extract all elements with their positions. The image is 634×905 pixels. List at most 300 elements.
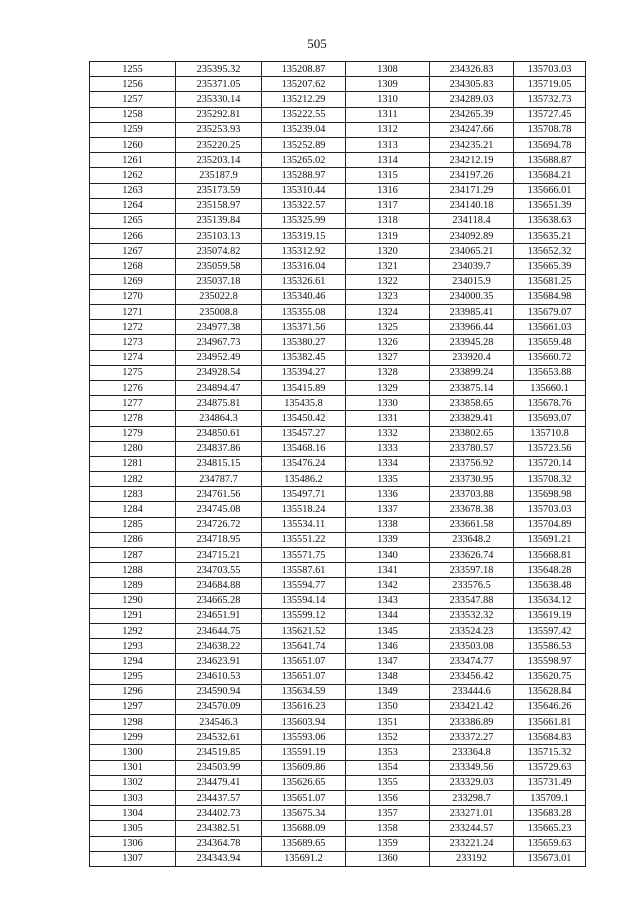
- x-coordinate-left: 234715.21: [176, 548, 262, 563]
- point-number-left: 1266: [90, 229, 176, 244]
- y-coordinate-right: 135628.84: [514, 684, 586, 699]
- y-coordinate-right: 135620.75: [514, 669, 586, 684]
- x-coordinate-left: 235203.14: [176, 153, 262, 168]
- x-coordinate-right: 233966.44: [430, 320, 514, 335]
- x-coordinate-left: 234761.56: [176, 487, 262, 502]
- x-coordinate-right: 234212.19: [430, 153, 514, 168]
- y-coordinate-left: 135288.97: [262, 168, 346, 183]
- y-coordinate-right: 135597.42: [514, 623, 586, 638]
- x-coordinate-left: 234665.28: [176, 593, 262, 608]
- point-number-right: 1320: [346, 244, 430, 259]
- y-coordinate-right: 135703.03: [514, 62, 586, 77]
- x-coordinate-left: 235037.18: [176, 274, 262, 289]
- y-coordinate-right: 135684.83: [514, 730, 586, 745]
- x-coordinate-right: 233421.42: [430, 699, 514, 714]
- point-number-right: 1357: [346, 806, 430, 821]
- point-number-right: 1340: [346, 548, 430, 563]
- x-coordinate-right: 233192: [430, 851, 514, 866]
- y-coordinate-left: 135310.44: [262, 183, 346, 198]
- y-coordinate-right: 135638.48: [514, 578, 586, 593]
- x-coordinate-right: 234235.21: [430, 137, 514, 152]
- x-coordinate-left: 234570.09: [176, 699, 262, 714]
- x-coordinate-left: 234638.22: [176, 639, 262, 654]
- y-coordinate-left: 135371.56: [262, 320, 346, 335]
- y-coordinate-right: 135693.07: [514, 411, 586, 426]
- point-number-left: 1271: [90, 305, 176, 320]
- x-coordinate-left: 235139.84: [176, 213, 262, 228]
- y-coordinate-right: 135673.01: [514, 851, 586, 866]
- x-coordinate-left: 234967.73: [176, 335, 262, 350]
- point-number-left: 1283: [90, 487, 176, 502]
- y-coordinate-left: 135207.62: [262, 77, 346, 92]
- table-row: [90, 517, 586, 532]
- y-coordinate-left: 135312.92: [262, 244, 346, 259]
- x-coordinate-left: 234651.91: [176, 608, 262, 623]
- table-row: [90, 335, 586, 350]
- y-coordinate-right: 135598.97: [514, 654, 586, 669]
- x-coordinate-right: 234171.29: [430, 183, 514, 198]
- x-coordinate-left: 234644.75: [176, 623, 262, 638]
- table-row: [90, 699, 586, 714]
- point-number-right: 1326: [346, 335, 430, 350]
- x-coordinate-right: 233626.74: [430, 548, 514, 563]
- table-row: [90, 213, 586, 228]
- table-row: [90, 92, 586, 107]
- point-number-right: 1319: [346, 229, 430, 244]
- point-number-right: 1355: [346, 775, 430, 790]
- y-coordinate-right: 135665.39: [514, 259, 586, 274]
- point-number-left: 1284: [90, 502, 176, 517]
- point-number-right: 1342: [346, 578, 430, 593]
- point-number-left: 1289: [90, 578, 176, 593]
- point-number-right: 1308: [346, 62, 430, 77]
- y-coordinate-right: 135719.05: [514, 77, 586, 92]
- y-coordinate-left: 135468.16: [262, 441, 346, 456]
- point-number-left: 1297: [90, 699, 176, 714]
- x-coordinate-right: 234000.35: [430, 289, 514, 304]
- x-coordinate-right: 234305.83: [430, 77, 514, 92]
- y-coordinate-right: 135704.89: [514, 517, 586, 532]
- x-coordinate-right: 233547.88: [430, 593, 514, 608]
- x-coordinate-left: 234864.3: [176, 411, 262, 426]
- table-row: [90, 760, 586, 775]
- y-coordinate-right: 135678.76: [514, 396, 586, 411]
- x-coordinate-left: 235292.81: [176, 107, 262, 122]
- y-coordinate-right: 135646.26: [514, 699, 586, 714]
- point-number-right: 1330: [346, 396, 430, 411]
- table-row: [90, 244, 586, 259]
- y-coordinate-left: 135634.59: [262, 684, 346, 699]
- x-coordinate-right: 233244.57: [430, 821, 514, 836]
- x-coordinate-left: 234343.94: [176, 851, 262, 866]
- table-row: [90, 153, 586, 168]
- point-number-left: 1270: [90, 289, 176, 304]
- point-number-right: 1347: [346, 654, 430, 669]
- x-coordinate-right: 233298.7: [430, 791, 514, 806]
- point-number-left: 1293: [90, 639, 176, 654]
- point-number-left: 1292: [90, 623, 176, 638]
- point-number-right: 1309: [346, 77, 430, 92]
- x-coordinate-right: 233349.56: [430, 760, 514, 775]
- y-coordinate-right: 135619.19: [514, 608, 586, 623]
- point-number-left: 1294: [90, 654, 176, 669]
- y-coordinate-right: 135661.81: [514, 715, 586, 730]
- table-row: [90, 593, 586, 608]
- point-number-left: 1295: [90, 669, 176, 684]
- x-coordinate-left: 235371.05: [176, 77, 262, 92]
- x-coordinate-right: 233576.5: [430, 578, 514, 593]
- x-coordinate-right: 233985.41: [430, 305, 514, 320]
- point-number-left: 1276: [90, 380, 176, 395]
- y-coordinate-left: 135252.89: [262, 137, 346, 152]
- x-coordinate-right: 234065.21: [430, 244, 514, 259]
- y-coordinate-right: 135684.98: [514, 289, 586, 304]
- point-number-right: 1332: [346, 426, 430, 441]
- y-coordinate-right: 135659.48: [514, 335, 586, 350]
- x-coordinate-left: 234977.38: [176, 320, 262, 335]
- y-coordinate-right: 135709.1: [514, 791, 586, 806]
- y-coordinate-right: 135698.98: [514, 487, 586, 502]
- point-number-right: 1311: [346, 107, 430, 122]
- x-coordinate-left: 234503.99: [176, 760, 262, 775]
- y-coordinate-right: 135694.78: [514, 137, 586, 152]
- table-row: [90, 563, 586, 578]
- table-row: [90, 274, 586, 289]
- y-coordinate-left: 135651.07: [262, 791, 346, 806]
- point-number-right: 1315: [346, 168, 430, 183]
- point-number-left: 1261: [90, 153, 176, 168]
- x-coordinate-right: 233730.95: [430, 472, 514, 487]
- y-coordinate-left: 135688.09: [262, 821, 346, 836]
- coordinates-table: [89, 61, 586, 867]
- x-coordinate-left: 235059.58: [176, 259, 262, 274]
- x-coordinate-left: 234610.53: [176, 669, 262, 684]
- y-coordinate-left: 135651.07: [262, 669, 346, 684]
- y-coordinate-left: 135239.04: [262, 122, 346, 137]
- point-number-right: 1322: [346, 274, 430, 289]
- table-row: [90, 487, 586, 502]
- point-number-left: 1304: [90, 806, 176, 821]
- x-coordinate-left: 234364.78: [176, 836, 262, 851]
- y-coordinate-left: 135212.29: [262, 92, 346, 107]
- point-number-right: 1348: [346, 669, 430, 684]
- x-coordinate-left: 234726.72: [176, 517, 262, 532]
- y-coordinate-left: 135340.46: [262, 289, 346, 304]
- x-coordinate-left: 234928.54: [176, 365, 262, 380]
- table-row: [90, 669, 586, 684]
- table-row: [90, 684, 586, 699]
- x-coordinate-right: 233329.03: [430, 775, 514, 790]
- x-coordinate-left: 234590.94: [176, 684, 262, 699]
- table-row: [90, 639, 586, 654]
- y-coordinate-left: 135265.02: [262, 153, 346, 168]
- point-number-left: 1303: [90, 791, 176, 806]
- x-coordinate-left: 234850.61: [176, 426, 262, 441]
- x-coordinate-left: 234479.41: [176, 775, 262, 790]
- y-coordinate-right: 135634.12: [514, 593, 586, 608]
- y-coordinate-left: 135325.99: [262, 213, 346, 228]
- y-coordinate-right: 135732.73: [514, 92, 586, 107]
- y-coordinate-left: 135322.57: [262, 198, 346, 213]
- y-coordinate-left: 135497.71: [262, 487, 346, 502]
- y-coordinate-right: 135688.87: [514, 153, 586, 168]
- y-coordinate-left: 135609.86: [262, 760, 346, 775]
- x-coordinate-left: 234703.55: [176, 563, 262, 578]
- x-coordinate-right: 233875.14: [430, 380, 514, 395]
- page-number: 505: [307, 36, 327, 51]
- table-row: [90, 654, 586, 669]
- x-coordinate-right: 234039.7: [430, 259, 514, 274]
- y-coordinate-right: 135651.39: [514, 198, 586, 213]
- y-coordinate-right: 135660.72: [514, 350, 586, 365]
- y-coordinate-left: 135382.45: [262, 350, 346, 365]
- y-coordinate-left: 135593.06: [262, 730, 346, 745]
- y-coordinate-right: 135586.53: [514, 639, 586, 654]
- y-coordinate-right: 135648.28: [514, 563, 586, 578]
- y-coordinate-left: 135355.08: [262, 305, 346, 320]
- x-coordinate-right: 233444.6: [430, 684, 514, 699]
- point-number-left: 1268: [90, 259, 176, 274]
- x-coordinate-left: 234952.49: [176, 350, 262, 365]
- x-coordinate-left: 234437.57: [176, 791, 262, 806]
- point-number-left: 1256: [90, 77, 176, 92]
- y-coordinate-right: 135668.81: [514, 548, 586, 563]
- y-coordinate-left: 135689.65: [262, 836, 346, 851]
- y-coordinate-left: 135534.11: [262, 517, 346, 532]
- x-coordinate-left: 234532.61: [176, 730, 262, 745]
- y-coordinate-left: 135675.34: [262, 806, 346, 821]
- point-number-right: 1349: [346, 684, 430, 699]
- y-coordinate-right: 135723.56: [514, 441, 586, 456]
- y-coordinate-left: 135594.77: [262, 578, 346, 593]
- y-coordinate-left: 135641.74: [262, 639, 346, 654]
- x-coordinate-right: 233456.42: [430, 669, 514, 684]
- y-coordinate-left: 135326.61: [262, 274, 346, 289]
- point-number-right: 1336: [346, 487, 430, 502]
- x-coordinate-right: 234289.03: [430, 92, 514, 107]
- x-coordinate-left: 234815.15: [176, 456, 262, 471]
- x-coordinate-right: 233678.38: [430, 502, 514, 517]
- y-coordinate-right: 135638.63: [514, 213, 586, 228]
- point-number-right: 1352: [346, 730, 430, 745]
- y-coordinate-left: 135415.89: [262, 380, 346, 395]
- point-number-right: 1317: [346, 198, 430, 213]
- table-row: [90, 745, 586, 760]
- y-coordinate-right: 135708.32: [514, 472, 586, 487]
- table-row: [90, 350, 586, 365]
- y-coordinate-right: 135661.03: [514, 320, 586, 335]
- x-coordinate-right: 233829.41: [430, 411, 514, 426]
- y-coordinate-right: 135679.07: [514, 305, 586, 320]
- table-row: [90, 730, 586, 745]
- point-number-left: 1286: [90, 532, 176, 547]
- y-coordinate-right: 135665.23: [514, 821, 586, 836]
- table-row: [90, 608, 586, 623]
- point-number-right: 1338: [346, 517, 430, 532]
- point-number-left: 1258: [90, 107, 176, 122]
- x-coordinate-right: 233364.8: [430, 745, 514, 760]
- y-coordinate-right: 135720.14: [514, 456, 586, 471]
- point-number-left: 1272: [90, 320, 176, 335]
- point-number-left: 1298: [90, 715, 176, 730]
- x-coordinate-right: 234247.66: [430, 122, 514, 137]
- table-row: [90, 775, 586, 790]
- y-coordinate-left: 135319.15: [262, 229, 346, 244]
- y-coordinate-right: 135727.45: [514, 107, 586, 122]
- x-coordinate-right: 233648.2: [430, 532, 514, 547]
- y-coordinate-left: 135476.24: [262, 456, 346, 471]
- table-row: [90, 623, 586, 638]
- point-number-right: 1318: [346, 213, 430, 228]
- point-number-left: 1267: [90, 244, 176, 259]
- x-coordinate-left: 235173.59: [176, 183, 262, 198]
- table-row: [90, 472, 586, 487]
- point-number-left: 1274: [90, 350, 176, 365]
- point-number-right: 1360: [346, 851, 430, 866]
- x-coordinate-right: 234140.18: [430, 198, 514, 213]
- x-coordinate-left: 234787.7: [176, 472, 262, 487]
- table-row: [90, 532, 586, 547]
- point-number-left: 1277: [90, 396, 176, 411]
- y-coordinate-left: 135457.27: [262, 426, 346, 441]
- y-coordinate-right: 135666.01: [514, 183, 586, 198]
- table-row: [90, 396, 586, 411]
- y-coordinate-right: 135653.88: [514, 365, 586, 380]
- point-number-left: 1291: [90, 608, 176, 623]
- point-number-left: 1281: [90, 456, 176, 471]
- point-number-right: 1331: [346, 411, 430, 426]
- x-coordinate-left: 234546.3: [176, 715, 262, 730]
- y-coordinate-left: 135691.2: [262, 851, 346, 866]
- table-row: [90, 441, 586, 456]
- point-number-right: 1314: [346, 153, 430, 168]
- table-row: [90, 259, 586, 274]
- table-row: [90, 107, 586, 122]
- point-number-left: 1307: [90, 851, 176, 866]
- coordinates-table-body: [90, 62, 586, 867]
- y-coordinate-right: 135731.49: [514, 775, 586, 790]
- table-row: [90, 548, 586, 563]
- y-coordinate-left: 135518.24: [262, 502, 346, 517]
- point-number-right: 1353: [346, 745, 430, 760]
- y-coordinate-right: 135708.78: [514, 122, 586, 137]
- table-row: [90, 821, 586, 836]
- point-number-right: 1334: [346, 456, 430, 471]
- point-number-left: 1285: [90, 517, 176, 532]
- x-coordinate-left: 234519.85: [176, 745, 262, 760]
- x-coordinate-right: 234092.89: [430, 229, 514, 244]
- point-number-left: 1275: [90, 365, 176, 380]
- table-row: [90, 365, 586, 380]
- x-coordinate-left: 235074.82: [176, 244, 262, 259]
- table-row: [90, 426, 586, 441]
- y-coordinate-right: 135703.03: [514, 502, 586, 517]
- y-coordinate-right: 135691.21: [514, 532, 586, 547]
- point-number-left: 1306: [90, 836, 176, 851]
- point-number-right: 1350: [346, 699, 430, 714]
- point-number-right: 1354: [346, 760, 430, 775]
- point-number-right: 1324: [346, 305, 430, 320]
- point-number-right: 1329: [346, 380, 430, 395]
- table-row: [90, 715, 586, 730]
- table-row: [90, 578, 586, 593]
- y-coordinate-right: 135729.63: [514, 760, 586, 775]
- x-coordinate-right: 233780.57: [430, 441, 514, 456]
- point-number-left: 1300: [90, 745, 176, 760]
- y-coordinate-right: 135715.32: [514, 745, 586, 760]
- y-coordinate-right: 135710.8: [514, 426, 586, 441]
- point-number-right: 1321: [346, 259, 430, 274]
- x-coordinate-right: 233532.32: [430, 608, 514, 623]
- table-row: [90, 502, 586, 517]
- x-coordinate-right: 233945.28: [430, 335, 514, 350]
- point-number-left: 1273: [90, 335, 176, 350]
- y-coordinate-left: 135626.65: [262, 775, 346, 790]
- point-number-right: 1345: [346, 623, 430, 638]
- y-coordinate-left: 135380.27: [262, 335, 346, 350]
- x-coordinate-left: 235253.93: [176, 122, 262, 137]
- y-coordinate-left: 135394.27: [262, 365, 346, 380]
- table-row: [90, 320, 586, 335]
- y-coordinate-right: 135683.28: [514, 806, 586, 821]
- y-coordinate-right: 135652.32: [514, 244, 586, 259]
- table-row: [90, 791, 586, 806]
- y-coordinate-left: 135591.19: [262, 745, 346, 760]
- point-number-left: 1264: [90, 198, 176, 213]
- x-coordinate-right: 233756.92: [430, 456, 514, 471]
- x-coordinate-right: 233858.65: [430, 396, 514, 411]
- y-coordinate-left: 135621.52: [262, 623, 346, 638]
- y-coordinate-left: 135616.23: [262, 699, 346, 714]
- table-row: [90, 229, 586, 244]
- point-number-right: 1310: [346, 92, 430, 107]
- point-number-left: 1257: [90, 92, 176, 107]
- x-coordinate-left: 235187.9: [176, 168, 262, 183]
- point-number-left: 1255: [90, 62, 176, 77]
- point-number-left: 1288: [90, 563, 176, 578]
- x-coordinate-left: 235008.8: [176, 305, 262, 320]
- x-coordinate-right: 233802.65: [430, 426, 514, 441]
- point-number-left: 1302: [90, 775, 176, 790]
- table-row: [90, 198, 586, 213]
- y-coordinate-right: 135681.25: [514, 274, 586, 289]
- y-coordinate-left: 135571.75: [262, 548, 346, 563]
- table-row: [90, 380, 586, 395]
- point-number-right: 1316: [346, 183, 430, 198]
- x-coordinate-left: 235158.97: [176, 198, 262, 213]
- point-number-left: 1262: [90, 168, 176, 183]
- point-number-right: 1333: [346, 441, 430, 456]
- x-coordinate-right: 233899.24: [430, 365, 514, 380]
- table-row: [90, 183, 586, 198]
- x-coordinate-right: 233703.88: [430, 487, 514, 502]
- table-row: [90, 122, 586, 137]
- y-coordinate-right: 135635.21: [514, 229, 586, 244]
- y-coordinate-left: 135222.55: [262, 107, 346, 122]
- y-coordinate-left: 135551.22: [262, 532, 346, 547]
- point-number-left: 1278: [90, 411, 176, 426]
- x-coordinate-right: 233503.08: [430, 639, 514, 654]
- point-number-left: 1296: [90, 684, 176, 699]
- y-coordinate-left: 135208.87: [262, 62, 346, 77]
- x-coordinate-left: 234875.81: [176, 396, 262, 411]
- x-coordinate-left: 235103.13: [176, 229, 262, 244]
- x-coordinate-right: 233271.01: [430, 806, 514, 821]
- point-number-right: 1325: [346, 320, 430, 335]
- point-number-left: 1299: [90, 730, 176, 745]
- point-number-left: 1305: [90, 821, 176, 836]
- point-number-right: 1337: [346, 502, 430, 517]
